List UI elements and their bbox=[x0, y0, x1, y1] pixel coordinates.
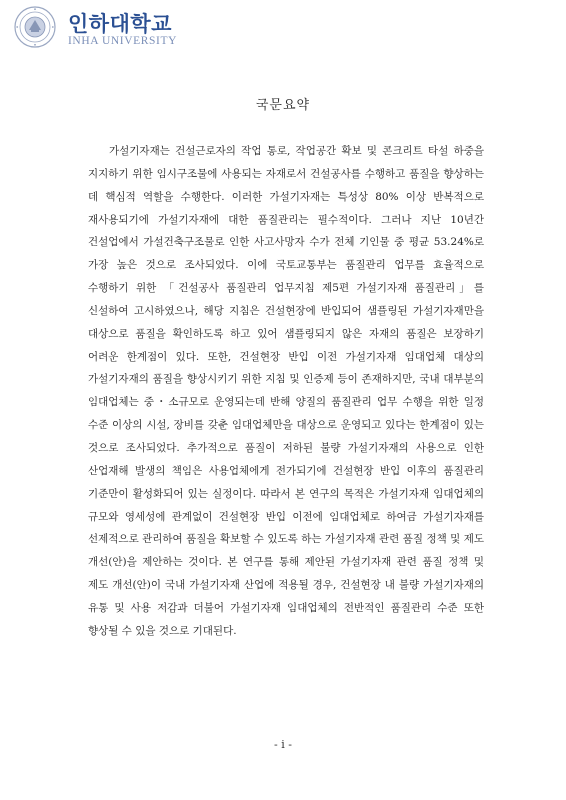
page-title: 국문요약 bbox=[255, 98, 311, 113]
page-number: - i - bbox=[274, 738, 292, 751]
logo-name-korean: 인하대학교 bbox=[68, 12, 172, 36]
abstract-paragraph: 가설기자재는 건설근로자의 작업 통로, 작업공간 확보 및 콘크리트 타설 하중을 지지하기 위한 임시구조물에 사용되는 자재로서 건설공사를 수행하고 품질을 향상하는 데 핵심적 역할을 수행한다. 이러한 가설기자재는 특성상 80% 이상 반복적으로 재사용되기에 가설기자재에 대한 품질관리는 필수적이다. 그러나 지난 10년간 건설업에서 가설건축구조물로 인한 사고사망자 수가 전체 기인물 중 평균 53.24%로 가장 높은 것으로 조사되었다. 이에 국토교통부는 품질관리 업무를 효율적으로 수행하기 위한 「건설공사 품질관리 업무지침 제5편 가설기자재 품질관리」를 신설하여 고시하였으나, 해당 지침은 건설현장에 반입되어 샘플링된 가설기자재만을 대상으로 품질을 확인하도록 하고 있어 샘플링되지 않은 자재의 품질은 보장하기 어려운 한계점이 있다. 또한, 건설현장 반입 이전 가설기자재 임대업체 대상의 가설기자재의 품질을 향상시키기 위한 지침 및 인증제 등이 존재하지만, 국내 대부분의 임대업체는 중・소규모로 운영되는데 반해 양질의 품질관리 업무 수행을 위한 일정 수준 이상의 시설, 장비를 갖춘 임대업체만을 대상으로 운영되고 있다는 한계점이 있는 것으로 조사되었다. 추가적으로 품질이 저하된 불량 가설기자재의 사용으로 인한 산업재해 발생의 책임은 사용업체에게 전가되기에 건설현장 반입 이후의 품질관리 기준만이 활성화되어 있는 실정이다. 따라서 본 연구의 목적은 가설기자재 임대업체의 규모와 영세성에 관계없이 건설현장 반입 이전에 임대업체로 하여금 가설기자재를 선제적으로 관리하여 품질을 확보할 수 있도록 하는 가설기자재 관련 품질 정책 및 제도 개선(안)을 제안하는 것이다. 본 연구를 통해 제안된 가설기자재 관련 품질 정책 및 제도 개선(안)이 국내 가설기자재 산업에 적용될 경우, 건설현장 내 불량 가설기자재의 유통 및 사용 저감과 더불어 가설기자재 임대업체의 전반적인 품질관리 수준 또한 향상될 수 있을 것으로 기대된다. bbox=[88, 145, 484, 637]
university-seal-icon bbox=[14, 6, 56, 48]
abstract-body bbox=[88, 140, 484, 643]
university-logo bbox=[14, 6, 204, 50]
logo-name-english: INHA UNIVERSITY bbox=[68, 35, 177, 47]
